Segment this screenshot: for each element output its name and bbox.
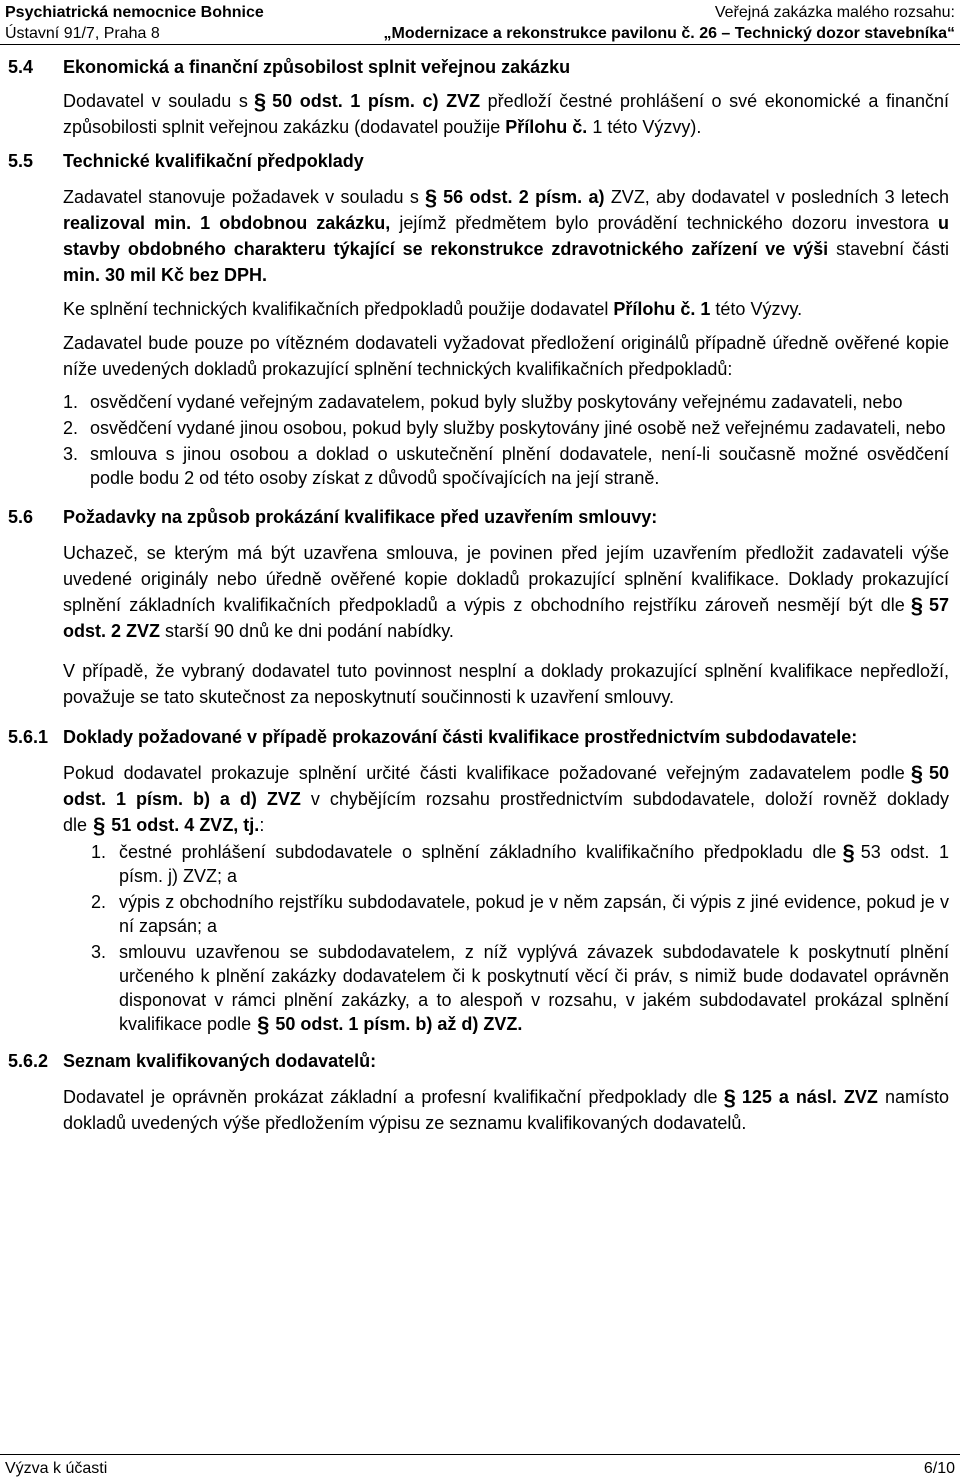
- section-5-5-list: [63, 390, 949, 490]
- law-reference: 56 odst. 2 písm. a): [443, 187, 605, 207]
- paragraph-sign: §: [93, 813, 106, 838]
- page-footer: [0, 1454, 960, 1482]
- section-number: 5.6.1: [8, 727, 49, 747]
- section-number: 5.6.2: [8, 1051, 49, 1071]
- text: namísto dokladů uvedených výše předložením výpisu ze seznamu kvalifikovaných dodavatelů.: [63, 1087, 949, 1133]
- emphasis: 1 obdobnou zakázku,: [200, 213, 391, 233]
- text: :: [259, 815, 265, 835]
- header-org-name: Psychiatrická nemocnice Bohnice: [5, 4, 264, 21]
- list-number: 2.: [91, 892, 107, 912]
- section-number: 5.6: [8, 507, 34, 527]
- section-5-6-1-list: [63, 840, 949, 1036]
- list-text: osvědčení vydané jinou osobou, pokud byly služby poskytovány jiné osobě než veřejnému zadavateli, nebo: [90, 418, 946, 438]
- section-5-6-paragraph-2: [63, 658, 949, 710]
- footer-document-name: Výzva k účasti: [5, 1460, 108, 1477]
- section-5-6-1-paragraph: [63, 760, 949, 838]
- section-5-6-2-heading: [0, 1050, 960, 1072]
- section-number: 5.5: [8, 151, 34, 171]
- header-contract-type: Veřejná zakázka malého rozsahu:: [714, 4, 955, 21]
- list-number: 3.: [91, 942, 107, 962]
- law-reference: 50 odst. 1 písm. b) až d) ZVZ.: [275, 1014, 523, 1034]
- header-contract-name: „Modernizace a rekonstrukce pavilonu č. 26 – Technický dozor stavebníka“: [383, 25, 955, 42]
- emphasis: realizoval min.: [63, 213, 192, 233]
- annex-reference: Přílohu č.: [505, 117, 588, 137]
- list-number: 2.: [63, 418, 79, 438]
- footer-page-number: 6/10: [923, 1460, 955, 1477]
- text: v chybějícím rozsahu prostřednictvím subdodavatele, doloží rovněž doklady dle: [63, 789, 949, 835]
- list-text: osvědčení vydané veřejným zadavatelem, pokud byly služby poskytovány veřejnému zadavateli, nebo: [90, 392, 903, 412]
- paragraph-sign: §: [424, 185, 438, 210]
- section-5-5-annex-note: [63, 296, 949, 322]
- header-org-address: Ústavní 91/7, Praha 8: [5, 25, 160, 42]
- section-title: Požadavky na způsob prokázání kvalifikace před uzavřením smlouvy:: [63, 507, 658, 527]
- law-reference: 50 odst. 1 písm. b) a d) ZVZ: [63, 763, 949, 809]
- section-5-4-heading: [0, 56, 960, 78]
- list-item: [63, 442, 949, 490]
- list-text: smlouvu uzavřenou se subdodavatelem, z níž vyplývá závazek subdodavatele k poskytnutí plnění určeného k plnění zakázky dodavatelem či k poskytnutí věcí či práv, s nimiž bude dodavatel oprávněn disponovat v rámci plnění zakázky, a to alespoň v rozsahu, v jakém subdodavatel prokázal splnění kvalifikace podle: [119, 942, 949, 1034]
- section-5-6-1-heading: [0, 726, 960, 748]
- text: Zadavatel stanovuje požadavek v souladu s: [63, 187, 419, 207]
- text: předloží čestné prohlášení o své ekonomické a finanční způsobilosti splnit veřejnou zakázku (dodavatel použije: [63, 91, 950, 137]
- list-item: [63, 940, 949, 1036]
- section-5-4-paragraph: [63, 88, 949, 140]
- list-text: výpis z obchodního rejstříku subdodavatele, pokud je v něm zapsán, či výpis z jiné evidence, pokud je v ní zapsán; a: [119, 892, 949, 936]
- section-title: Technické kvalifikační předpoklady: [63, 151, 364, 171]
- text: Uchazeč, se kterým má být uzavřena smlouva, je povinen před jejím uzavřením předložit zadavateli výše uvedené originály nebo úředně ověřené kopie dokladů prokazující splnění kvalifikace. Doklady prokazující splnění základních kvalifikačních předpokladů a výpis z obchodního rejstříku zároveň nesmějí být dle: [63, 543, 949, 615]
- text: ZVZ, aby dodavatel v posledních 3 letech: [610, 187, 949, 207]
- section-title: Ekonomická a finanční způsobilost splnit veřejnou zakázku: [63, 57, 571, 77]
- section-title: Seznam kvalifikovaných dodavatelů:: [63, 1051, 377, 1071]
- text: Pokud dodavatel prokazuje splnění určité části kvalifikace požadované veřejným zadavatelem podle: [63, 763, 905, 783]
- paragraph-sign: §: [253, 89, 267, 114]
- list-item: [63, 840, 949, 888]
- law-reference: 57 odst. 2 ZVZ: [63, 595, 949, 641]
- text: stavební části: [836, 239, 949, 259]
- paragraph-sign: §: [842, 840, 855, 865]
- law-reference: 51 odst. 4 ZVZ, tj.: [111, 815, 260, 835]
- text: Zadavatel bude pouze po vítězném dodavateli vyžadovat předložení originálů případně úředně ověřené kopie níže uvedených dokladů prokazující splnění technických kvalifikačních předpokladů:: [63, 333, 949, 379]
- law-reference: 50 odst. 1 písm. c) ZVZ: [272, 91, 481, 111]
- text: Ke splnění technických kvalifikačních předpokladů použije dodavatel: [63, 299, 609, 319]
- annex-number: 1: [700, 299, 711, 319]
- list-number: 1.: [91, 842, 107, 862]
- law-reference: 125 a násl. ZVZ: [741, 1087, 878, 1107]
- section-5-6-paragraph-1: [63, 540, 949, 644]
- paragraph-sign: §: [910, 761, 923, 786]
- emphasis: u stavby obdobného charakteru týkající se rekonstrukce zdravotnického zařízení ve výši: [63, 213, 949, 259]
- list-item: [63, 416, 949, 440]
- header-right: [384, 2, 955, 44]
- text: této Výzvy.: [715, 299, 803, 319]
- list-item: [63, 890, 949, 938]
- text: 1 této Výzvy).: [592, 117, 702, 137]
- list-number: 3.: [63, 444, 79, 464]
- section-5-6-heading: [0, 506, 960, 528]
- document-body: [0, 56, 960, 1136]
- header-left: [5, 2, 264, 44]
- section-title: Doklady požadované v případě prokazování části kvalifikace prostřednictvím subdodavatele:: [63, 727, 858, 747]
- text: jejímž předmětem bylo provádění technického dozoru investora: [399, 213, 929, 233]
- section-number: 5.4: [8, 57, 34, 77]
- paragraph-sign: §: [910, 593, 923, 618]
- list-number: 1.: [63, 392, 79, 412]
- paragraph-sign: §: [257, 1012, 270, 1037]
- list-text: čestné prohlášení subdodavatele o splnění základního kvalifikačního předpokladu dle: [119, 842, 837, 862]
- emphasis: min. 30 mil Kč bez DPH.: [63, 265, 268, 285]
- list-text: 53 odst. 1 písm. j) ZVZ; a: [119, 842, 950, 886]
- section-5-6-2-paragraph: [63, 1084, 949, 1136]
- text: V případě, že vybraný dodavatel tuto povinnost nesplní a doklady prokazující splnění kvalifikace nepředloží, považuje se tato skutečnost za neposkytnutí součinnosti k uzavření smlouvy.: [63, 661, 949, 707]
- text: starší 90 dnů ke dni podání nabídky.: [165, 621, 454, 641]
- text: Dodavatel je oprávněn prokázat základní a profesní kvalifikační předpoklady dle: [63, 1087, 718, 1107]
- paragraph-sign: §: [723, 1085, 736, 1110]
- page-header: [0, 0, 960, 45]
- list-text: smlouva s jinou osobou a doklad o uskutečnění plnění dodavatele, není-li současně možné osvědčení podle bodu 2 od této osoby získat z důvodů spočívajících na její straně.: [90, 444, 949, 488]
- section-5-5-heading: [0, 150, 960, 172]
- section-5-5-originals: [63, 330, 949, 382]
- text: Dodavatel v souladu s: [63, 91, 248, 111]
- annex-reference: Přílohu č.: [613, 299, 696, 319]
- section-5-5-requirement: [63, 184, 949, 288]
- list-item: [63, 390, 949, 414]
